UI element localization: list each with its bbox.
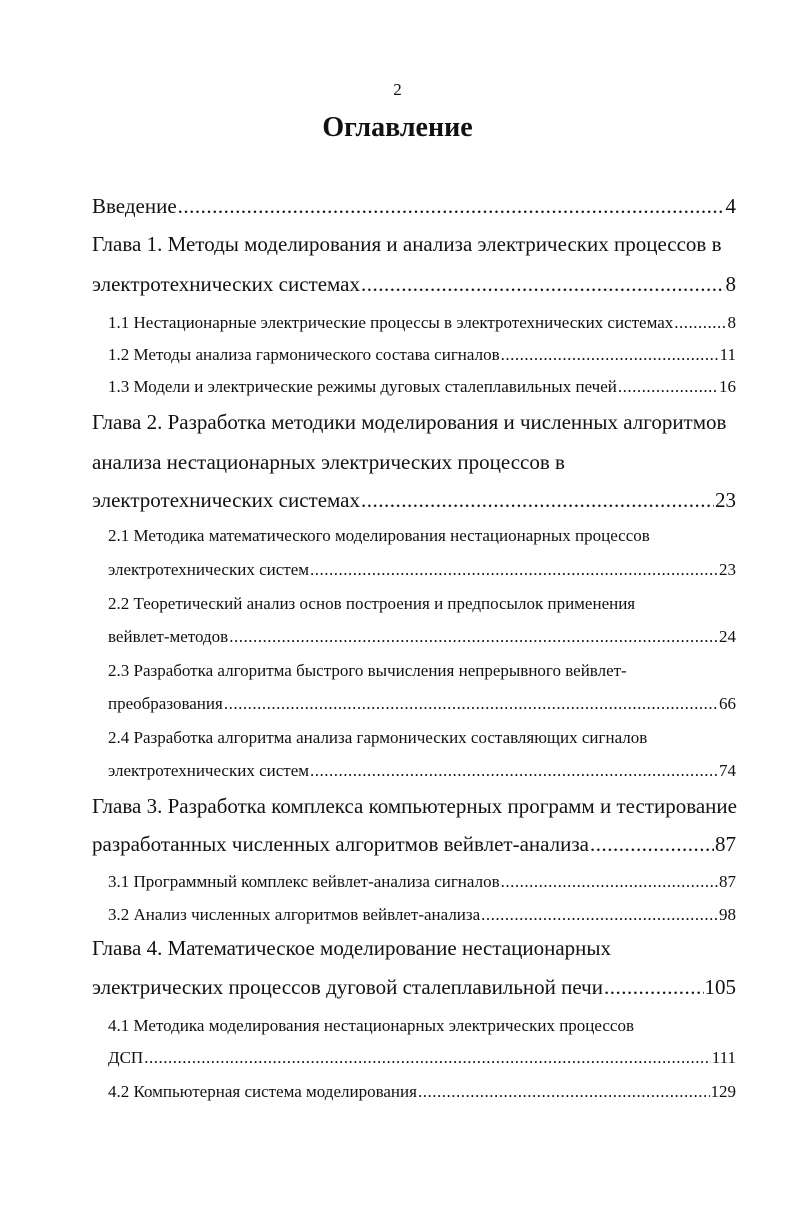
toc-page-number: 24	[719, 627, 736, 646]
toc-chapter-2-line1[interactable]: Глава 2. Разработка методики моделирования и численных алгоритмов	[92, 410, 727, 434]
toc-chapter-1[interactable]	[92, 272, 736, 297]
toc-section-4-1-line1[interactable]: 4.1 Методика моделирования нестационарных электрических процессов	[108, 1016, 634, 1035]
toc-section-1-3[interactable]	[108, 377, 736, 397]
leader-dots	[224, 694, 718, 714]
page-number: 2	[393, 80, 402, 99]
toc-page-number: 111	[711, 1048, 736, 1067]
toc-entry-label: электротехнических системах	[92, 272, 360, 296]
toc-section-3-2[interactable]	[108, 905, 736, 925]
toc-page-number: 8	[725, 272, 736, 296]
toc-page-number: 16	[719, 377, 736, 396]
leader-dots	[501, 345, 719, 365]
toc-chapter-3-line1[interactable]: Глава 3. Разработка комплекса компьютерных программ и тестирование	[92, 794, 737, 818]
toc-entry-label: 1.1 Нестационарные электрические процессы в электротехнических системах	[108, 313, 674, 332]
toc-entry-label: разработанных численных алгоритмов вейвлет-анализа	[92, 832, 589, 856]
toc-page-number: 11	[719, 345, 736, 364]
toc-page-number: 66	[719, 694, 736, 713]
leader-dots	[618, 377, 718, 397]
toc-chapter-4[interactable]	[92, 975, 736, 1000]
toc-chapter-3[interactable]	[92, 832, 736, 857]
toc-section-4-1[interactable]	[108, 1048, 736, 1068]
toc-entry-label: вейвлет-методов	[108, 627, 229, 646]
toc-section-4-2[interactable]	[108, 1082, 736, 1102]
toc-entry-label: ДСП	[108, 1048, 144, 1067]
toc-page-number: 129	[710, 1082, 736, 1101]
toc-page-number: 87	[719, 872, 736, 891]
toc-section-2-3-line1[interactable]: 2.3 Разработка алгоритма быстрого вычисления непрерывного вейвлет-	[108, 661, 627, 680]
leader-dots	[501, 872, 718, 892]
toc-entry-label: 3.2 Анализ численных алгоритмов вейвлет-анализа	[108, 905, 481, 924]
toc-page-number: 98	[719, 905, 736, 924]
toc-section-2-2[interactable]	[108, 627, 736, 647]
toc-entry-intro[interactable]	[92, 194, 736, 219]
toc-page-number: 74	[719, 761, 736, 780]
toc-page-number: 23	[719, 560, 736, 579]
toc-chapter-2-line2[interactable]: анализа нестационарных электрических процессов в	[92, 450, 565, 474]
toc-page-number: 4	[725, 194, 736, 218]
toc-section-2-1[interactable]	[108, 560, 736, 580]
toc-section-2-4[interactable]	[108, 761, 736, 781]
toc-entry-label: электротехнических системах	[92, 488, 360, 512]
leader-dots	[310, 560, 718, 580]
toc-entry-label: электротехнических систем	[108, 761, 310, 780]
leader-dots	[418, 1082, 710, 1102]
leader-dots	[361, 488, 714, 513]
toc-page-number: 105	[704, 975, 736, 999]
page-title: Оглавление	[322, 112, 473, 143]
toc-section-1-1[interactable]	[108, 313, 736, 333]
toc-entry-label: электротехнических систем	[108, 560, 310, 579]
toc-page-number: 23	[715, 488, 736, 512]
leader-dots	[144, 1048, 711, 1068]
toc-entry-label: 3.1 Программный комплекс вейвлет-анализа сигналов	[108, 872, 500, 891]
leader-dots	[674, 313, 726, 333]
leader-dots	[481, 905, 718, 925]
toc-section-2-2-line1[interactable]: 2.2 Теоретический анализ основ построения и предпосылок применения	[108, 594, 636, 613]
toc-entry-label: электрических процессов дуговой сталеплавильной печи	[92, 975, 603, 999]
leader-dots	[229, 627, 718, 647]
toc-chapter-4-line1[interactable]: Глава 4. Математическое моделирование нестационарных	[92, 936, 612, 960]
toc-section-2-4-line1[interactable]: 2.4 Разработка алгоритма анализа гармонических составляющих сигналов	[108, 728, 648, 747]
toc-page-number: 8	[727, 313, 736, 332]
toc-section-1-2[interactable]	[108, 345, 736, 365]
toc-page-number: 87	[715, 832, 736, 856]
toc-entry-label: Введение	[92, 194, 177, 218]
toc-chapter-2[interactable]	[92, 488, 736, 513]
toc-entry-label: 1.2 Методы анализа гармонического состава сигналов	[108, 345, 500, 364]
leader-dots	[178, 194, 725, 219]
leader-dots	[590, 832, 714, 857]
toc-entry-label: преобразования	[108, 694, 223, 713]
toc-section-3-1[interactable]	[108, 872, 736, 892]
leader-dots	[310, 761, 718, 781]
toc-section-2-3[interactable]	[108, 694, 736, 714]
leader-dots	[604, 975, 704, 1000]
toc-section-2-1-line1[interactable]: 2.1 Методика математического моделирования нестационарных процессов	[108, 526, 650, 545]
leader-dots	[361, 272, 725, 297]
toc-entry-label: 4.2 Компьютерная система моделирования	[108, 1082, 417, 1101]
toc-entry-label: 1.3 Модели и электрические режимы дуговых сталеплавильных печей	[108, 377, 617, 396]
toc-chapter-1-line1[interactable]: Глава 1. Методы моделирования и анализа электрических процессов в	[92, 232, 722, 256]
